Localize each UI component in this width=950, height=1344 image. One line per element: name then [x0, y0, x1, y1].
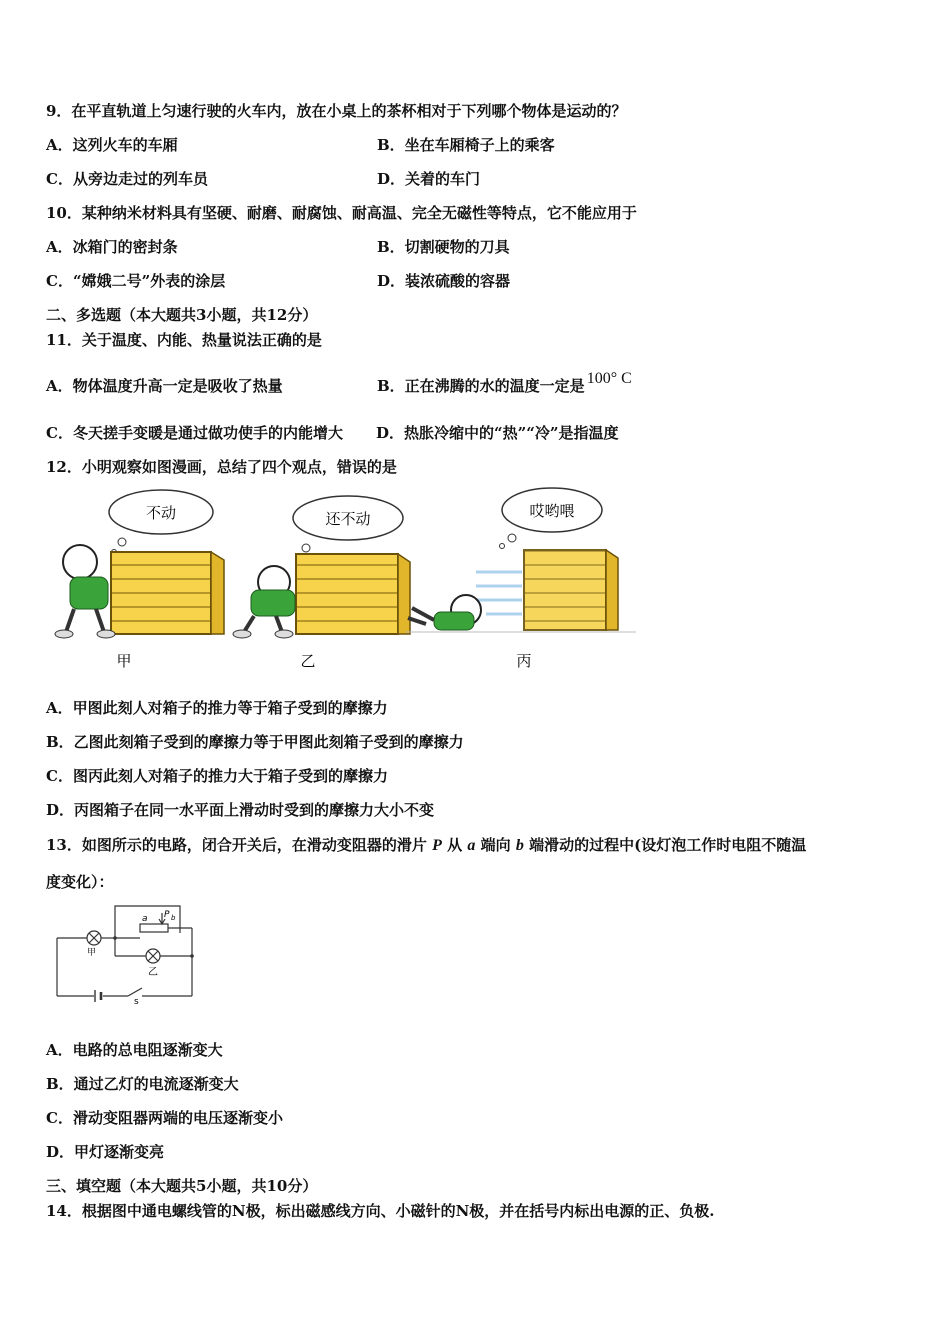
q12-option-a: A．甲图此刻人对箱子的推力等于箱子受到的摩擦力 [46, 699, 388, 717]
q13-stem [46, 835, 806, 856]
bubble-text-yi: 还不动 [325, 510, 371, 528]
lamp-jia-icon [87, 931, 101, 945]
q11-option-c: C．冬天搓手变暖是通过做功使手的内能增大 [46, 424, 343, 442]
boy-body-icon [434, 612, 474, 630]
q13-from: 从 [447, 836, 463, 854]
q9-stem: 9．在平直轨道上匀速行驶的火车内，放在小桌上的茶杯相对于下列哪个物体是运动的？ [46, 102, 627, 120]
boiling-temperature: 100° C [586, 370, 632, 387]
q13-stem-part2: 端滑动的过程中(设灯泡工作时电阻不随温 [529, 836, 807, 854]
panel-yi [233, 496, 410, 638]
q13-option-d: D．甲灯逐渐变亮 [46, 1143, 165, 1161]
q12-option-b: B．乙图此刻箱子受到的摩擦力等于甲图此刻箱子受到的摩擦力 [46, 733, 464, 751]
boy-body-icon [251, 590, 295, 616]
q10-stem: 10．某种纳米材料具有坚硬、耐磨、耐腐蚀、耐高温、完全无磁性等特点，它不能应用于 [46, 204, 637, 222]
label-p: P [164, 910, 170, 920]
q13-stem-line2: 度变化）： [46, 873, 114, 891]
label-a: a [142, 914, 148, 924]
q9-option-b: B．坐在车厢椅子上的乘客 [377, 136, 555, 154]
q14-stem: 14．根据图中通电螺线管的N极，标出磁感线方向、小磁针的N极，并在括号内标出电源的正、负极. [46, 1202, 715, 1220]
q13-option-a: A．电路的总电阻逐渐变大 [46, 1041, 223, 1059]
boy-head-icon [63, 545, 97, 579]
q10-option-b: B．切割硬物的刀具 [377, 238, 510, 256]
q10-option-a: A．冰箱门的密封条 [46, 238, 178, 256]
section-2-heading: 二、多选题（本大题共3小题，共12分） [46, 306, 318, 324]
q9-option-d: D．关着的车门 [377, 170, 481, 188]
q10-option-c: C．“嫦娥二号”外表的涂层 [46, 272, 226, 290]
bubble-text-jia: 不动 [145, 504, 177, 522]
q11-option-b [377, 370, 632, 397]
rheostat-icon [140, 924, 168, 932]
label-lamp-yi: 乙 [148, 967, 158, 978]
boy-body-icon [70, 577, 108, 609]
q13-toward: 端向 [480, 836, 511, 854]
q9-option-a: A．这列火车的车厢 [46, 136, 178, 154]
caption-yi: 乙 [300, 652, 316, 670]
q13-circuit-diagram [50, 903, 200, 1007]
panel-bing [406, 488, 636, 632]
q13-option-c: C．滑动变阻器两端的电压逐渐变小 [46, 1109, 283, 1127]
label-b: b [171, 914, 176, 922]
q13-option-b: B．通过乙灯的电流逐渐变大 [46, 1075, 239, 1093]
q12-stem: 12．小明观察如图漫画，总结了四个观点，错误的是 [46, 458, 397, 476]
q12-cartoon [46, 482, 646, 682]
section-3-heading: 三、填空题（本大题共5小题，共10分） [46, 1177, 318, 1195]
q11-option-a: A．物体温度升高一定是吸收了热量 [46, 377, 283, 395]
q13-stem-part1: 13．如图所示的电路，闭合开关后，在滑动变阻器的滑片 [46, 836, 427, 854]
q12-option-c: C．图丙此刻人对箱子的推力大于箱子受到的摩擦力 [46, 767, 388, 785]
q10-option-d: D．装浓硫酸的容器 [377, 272, 511, 290]
q11-option-d: D．热胀冷缩中的“热”“冷”是指温度 [376, 424, 619, 442]
q9-option-c: C．从旁边走过的列车员 [46, 170, 208, 188]
label-lamp-jia: 甲 [87, 948, 97, 958]
caption-jia: 甲 [116, 652, 132, 670]
battery-icon [95, 990, 101, 1002]
bubble-text-bing: 哎哟喂 [529, 502, 575, 520]
label-switch: s [134, 997, 139, 1007]
caption-bing: 丙 [516, 652, 532, 670]
lamp-yi-icon [146, 949, 160, 963]
q11-option-b-text: B．正在沸腾的水的温度一定是 [377, 377, 585, 395]
q11-stem: 11．关于温度、内能、热量说法正确的是 [46, 331, 322, 349]
crate-icon [524, 550, 606, 630]
var-a: a [467, 837, 476, 854]
var-p: P [432, 837, 442, 854]
q12-option-d: D．丙图箱子在同一水平面上滑动时受到的摩擦力大小不变 [46, 801, 435, 819]
crate-icon [296, 554, 398, 634]
var-b: b [515, 837, 524, 854]
crate-icon [111, 552, 211, 634]
panel-jia [55, 490, 224, 638]
